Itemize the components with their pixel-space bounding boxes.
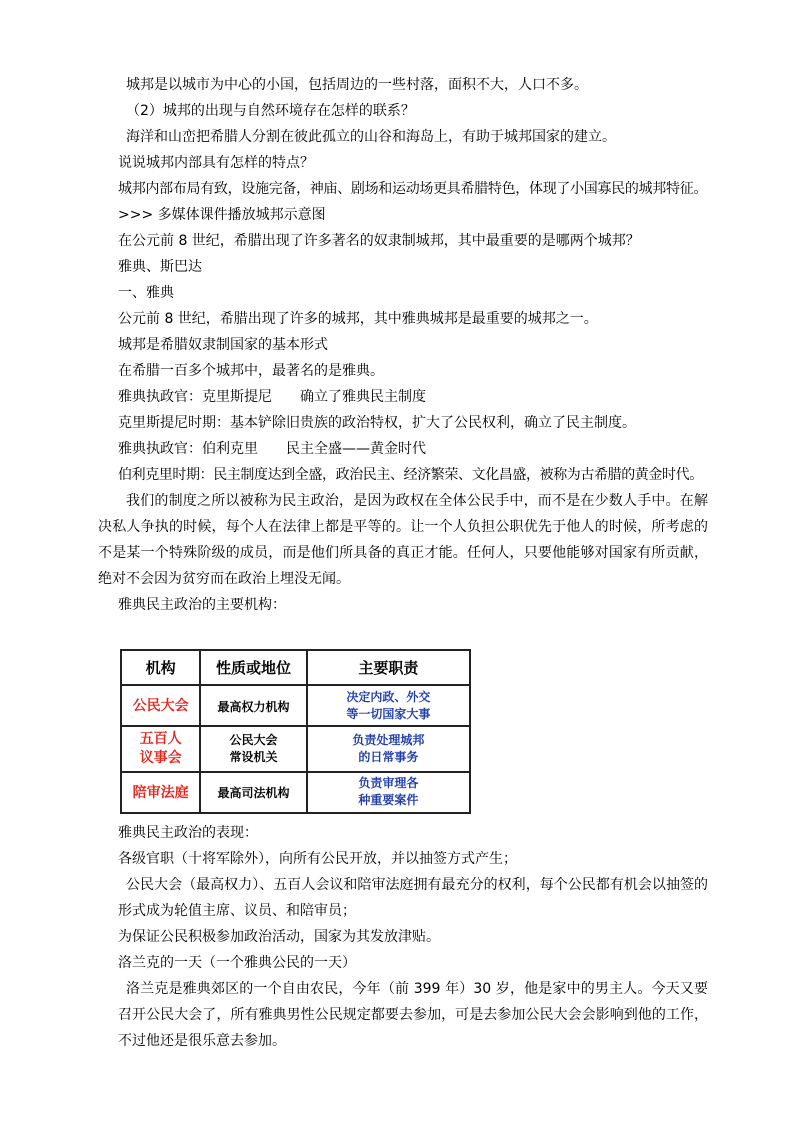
- text-line: 说说城邦内部具有怎样的特点？: [118, 155, 314, 171]
- institution-nature: 最高权力机构: [217, 699, 290, 714]
- duty-cell: [307, 726, 470, 772]
- text-line: 为保证公民积极参加政治活动，国家为其发放津贴。: [118, 929, 440, 945]
- header-duty: 主要职责: [307, 650, 470, 685]
- text-line: 雅典民主政治的表现：: [118, 825, 258, 841]
- header-nature: 性质或地位: [200, 650, 307, 685]
- text-line: 克里斯提尼时期：基本铲除旧贵族的政治特权，扩大了公民权利，确立了民主制度。: [118, 415, 636, 431]
- text-line: 各级官职（十将军除外），向所有公民开放，并以抽签方式产生；: [118, 851, 517, 867]
- duty-line: 决定内政、外交: [346, 689, 431, 704]
- table-intro: 雅典民主政治的主要机构：: [118, 597, 286, 613]
- institution-name: 陪审法庭: [132, 784, 189, 801]
- story-title: 洛兰克的一天（一个雅典公民的一天）: [118, 955, 356, 971]
- institution-name-line: 议事会: [139, 749, 182, 766]
- text-line: 城邦内部布局有致，设施完备，神庙、剧场和运动场更具希腊特色，体现了小国寡民的城邦特征。: [118, 181, 708, 197]
- table-row: [121, 685, 470, 726]
- institution-nature-line: 公民大会: [229, 732, 278, 747]
- institution-cell: [121, 726, 200, 772]
- text-line: 城邦是希腊奴隶制国家的基本形式: [118, 337, 328, 353]
- text-line: 海洋和山峦把希腊人分割在彼此孤立的山谷和海岛上，有助于城邦国家的建立。: [126, 129, 616, 145]
- text-line: （2）城邦的出现与自然环境存在怎样的联系？: [126, 103, 415, 119]
- text-line: 在公元前 8 世纪，希腊出现了许多著名的奴隶制城邦，其中最重要的是哪两个城邦？: [118, 233, 640, 249]
- institution-cell: [121, 685, 200, 726]
- institutions-table-wrapper: [120, 649, 471, 814]
- assembly-paragraph: 公民大会（最高权力）、五百人会议和陪审法庭拥有最充分的权利，每个公民都有机会以抽签的形式成为轮值主席、议员、和陪审员；: [118, 877, 708, 919]
- table-row: [121, 772, 470, 813]
- text-line: 雅典、斯巴达: [118, 259, 202, 275]
- institution-name: 公民大会: [132, 698, 189, 715]
- nature-cell: [200, 685, 307, 726]
- duty-line: 等一切国家大事: [346, 706, 431, 721]
- story-paragraph: 洛兰克是雅典郊区的一个自由农民，今年（前 399 年）30 岁，他是家中的男主人。今天又要召开公民大会了，所有雅典男性公民规定都要去参加，可是去参加公民大会会影响到他的工作，不过他还是很乐意去参加。: [118, 981, 708, 1049]
- text-line: >>> 多媒体课件播放城邦示意图: [118, 207, 326, 223]
- duty-cell: [307, 685, 470, 726]
- text-line: 公元前 8 世纪，希腊出现了许多的城邦，其中雅典城邦是最重要的城邦之一。: [118, 311, 598, 327]
- institution-name-line: 五百人: [139, 730, 182, 747]
- header-institution: 机构: [121, 650, 200, 685]
- duty-line: 种重要案件: [358, 793, 419, 808]
- text-line: 雅典执政官：伯利克里 民主全盛——黄金时代: [118, 441, 426, 457]
- text-line: 城邦是以城市为中心的小国，包括周边的一些村落，面积不大，人口不多。: [126, 77, 588, 93]
- nature-cell: [200, 726, 307, 772]
- text-line: 在希腊一百多个城邦中，最著名的是雅典。: [118, 363, 384, 379]
- nature-cell: [200, 772, 307, 813]
- text-line: 雅典执政官：克里斯提尼 确立了雅典民主制度: [118, 389, 426, 405]
- text-line: 伯利克里时期：民主制度达到全盛，政治民主、经济繁荣、文化昌盛，被称为古希腊的黄金时代。: [118, 467, 703, 483]
- section-heading: 一、雅典: [118, 285, 174, 301]
- institution-nature-line: 常设机关: [229, 749, 278, 764]
- institution-cell: [121, 772, 200, 813]
- quote-paragraph: 我们的制度之所以被称为民主政治，是因为政权在全体公民手中，而不是在少数人手中。在解决私人争执的时候，每个人在法律上都是平等的。让一个人负担公职优先于他人的时候，所考虑的不是某一个特殊阶级的成员，而是他们所具备的真正才能。任何人，只要他能够对国家有所贡献，绝对不会因为贫穷而在政治上埋没无闻。: [98, 493, 708, 587]
- institution-nature: 最高司法机构: [217, 786, 290, 801]
- document-body: [98, 72, 708, 618]
- table-row: [121, 726, 470, 772]
- document-body-continued: [118, 820, 708, 1054]
- table-header-row: [121, 650, 470, 685]
- duty-line: 负责处理城邦: [352, 732, 425, 747]
- duty-line: 的日常事务: [358, 749, 419, 764]
- duty-line: 负责审理各: [358, 776, 419, 791]
- duty-cell: [307, 772, 470, 813]
- institutions-table: [120, 649, 471, 814]
